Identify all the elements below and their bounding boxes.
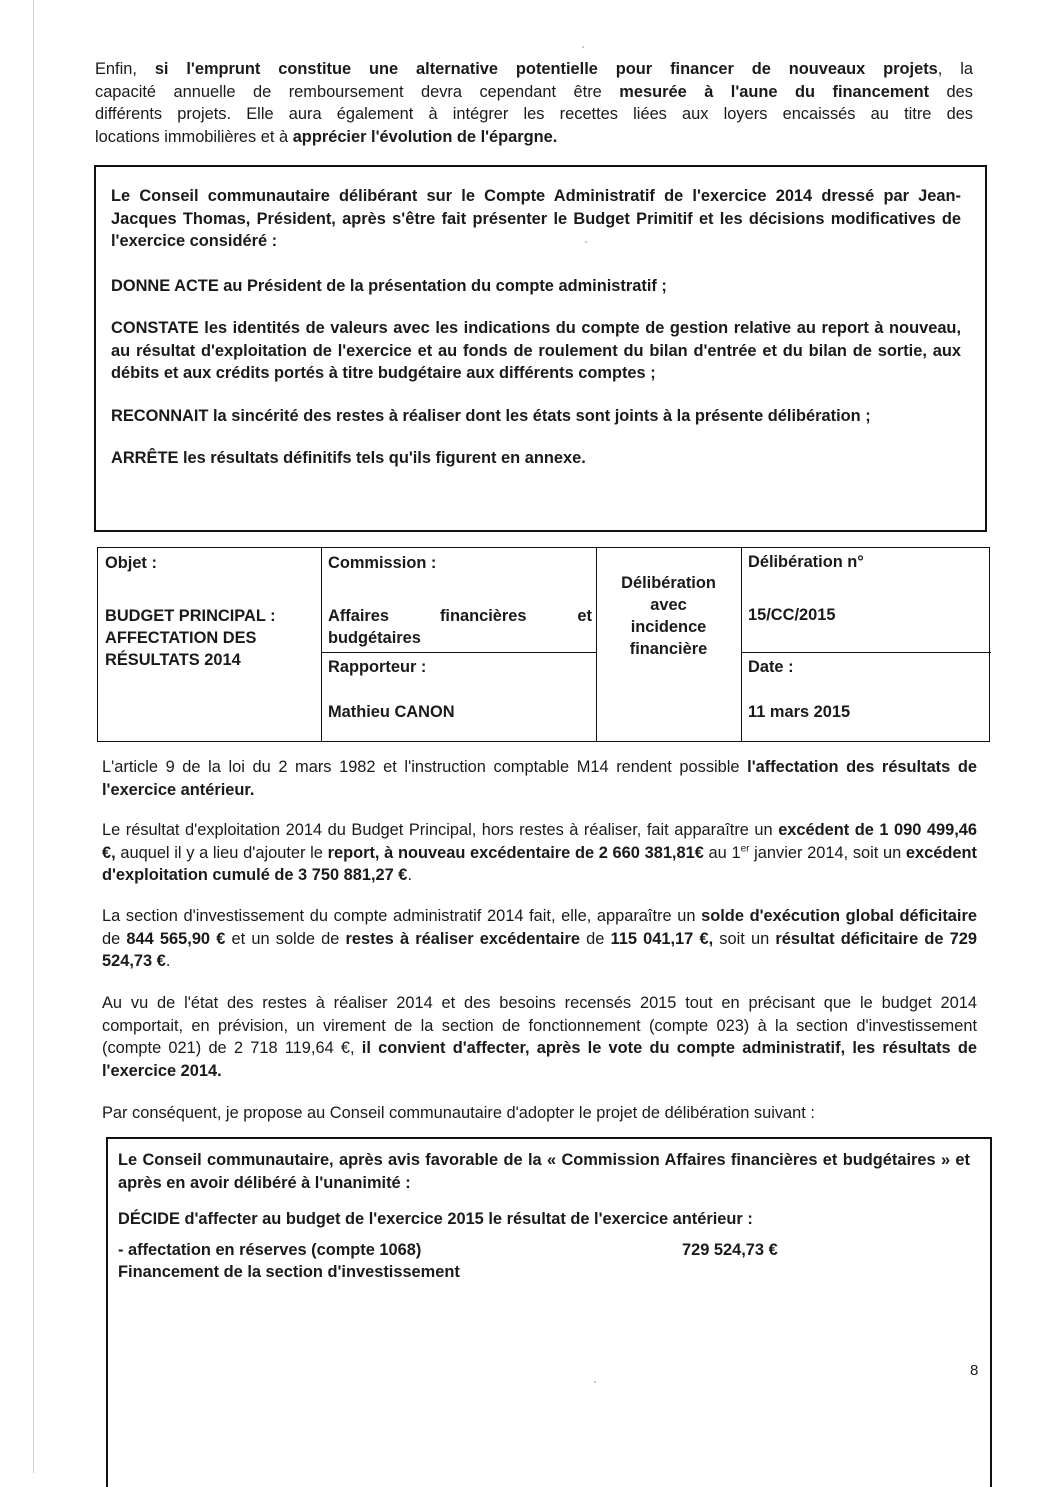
box1-keyword: CONSTATE bbox=[111, 319, 199, 337]
body-paragraph-4 bbox=[102, 992, 977, 1082]
intro-text: différents projets. Elle aura également à intégrer les recettes liées aux loyers encaissés au titre des bbox=[95, 105, 973, 123]
commission-line-1 bbox=[328, 605, 592, 627]
box1-arrete bbox=[111, 447, 961, 470]
delib-type-l3: incidence bbox=[630, 618, 707, 636]
body-emphasis: excédent d'exploitation cumulé de 3 750 881,27 € bbox=[102, 843, 977, 884]
table-divider bbox=[321, 548, 322, 741]
body-text: soit un bbox=[713, 929, 776, 948]
allocation-amount: 729 524,73 € bbox=[682, 1240, 778, 1259]
body-emphasis: excédent de 1 090 499,46 €, bbox=[102, 821, 978, 862]
body-text: . bbox=[165, 952, 171, 970]
body-text: de bbox=[579, 929, 611, 948]
intro-text: locations immobilières et à bbox=[95, 127, 293, 146]
delib-type-l4: financière bbox=[629, 640, 708, 658]
intro-text: des bbox=[929, 82, 973, 101]
rapporteur-value: Mathieu CANON bbox=[328, 703, 455, 721]
commission-label: Commission : bbox=[328, 554, 437, 572]
rapporteur-label: Rapporteur : bbox=[328, 658, 427, 676]
intro-line-3 bbox=[95, 103, 973, 126]
table-divider bbox=[741, 548, 742, 741]
intro-emphasis: mesurée à l'aune du financement bbox=[619, 82, 930, 101]
body-text: Le résultat d'exploitation 2014 du Budget Principal, hors restes à réaliser, fait apparaître un bbox=[102, 821, 779, 839]
objet-line-1: BUDGET PRINCIPAL : bbox=[105, 607, 276, 625]
box1-text: la sincérité des restes à réaliser dont les états sont joints à la présente délibération ; bbox=[208, 406, 871, 425]
body-emphasis: restes à réaliser excédentaire bbox=[345, 929, 580, 948]
body-emphasis: report, à nouveau excédentaire de 2 660 381,81€ bbox=[327, 843, 704, 862]
body-text: et un solde de bbox=[225, 929, 346, 948]
body-paragraph-1 bbox=[102, 756, 977, 801]
deliberation-info-table bbox=[97, 547, 990, 742]
date-label: Date : bbox=[748, 658, 794, 676]
intro-paragraph bbox=[95, 58, 973, 148]
page-number: 8 bbox=[970, 1362, 979, 1379]
box2-decide: DÉCIDE d'affecter au budget de l'exercice 2015 le résultat de l'exercice antérieur : bbox=[118, 1210, 753, 1228]
body-text: de bbox=[102, 929, 127, 948]
box1-keyword: ARRÊTE bbox=[111, 449, 179, 467]
box1-text: les identités de valeurs avec les indications du compte de gestion relative au report à nouveau, au résultat d'exploitation de l'exercice et au fonds de roulement du bilan d'entrée et du bilan de sortie, aux débits et aux crédits portés à titre budgétaire aux différents comptes ; bbox=[111, 319, 961, 382]
body-emphasis: il convient d'affecter, après le vote du compte administratif, les résultats de l'exercice 2014. bbox=[102, 1039, 977, 1080]
allocation-row bbox=[118, 1239, 970, 1261]
box1-reconnait bbox=[111, 405, 961, 428]
body-paragraph-3 bbox=[102, 905, 977, 973]
objet-label: Objet : bbox=[105, 554, 157, 572]
body-paragraph-5 bbox=[102, 1102, 977, 1125]
box1-constate bbox=[111, 317, 961, 385]
commission-word: et bbox=[577, 607, 592, 625]
intro-line-4 bbox=[95, 126, 973, 149]
body-superscript: er bbox=[740, 843, 750, 855]
box1-preamble: Le Conseil communautaire délibérant sur le Compte Administratif de l'exercice 2014 dressé par Jean-Jacques Thomas, Président, après s'être fait présenter le Budget Primitif et les décisions modificatives de l'exercice considéré : bbox=[111, 187, 961, 250]
intro-text: Enfin, bbox=[95, 60, 155, 78]
box1-keyword: RECONNAIT bbox=[111, 406, 209, 425]
scan-speck bbox=[582, 46, 584, 48]
deliberation-box-affectation bbox=[106, 1137, 992, 1487]
body-text: Par conséquent, je propose au Conseil communautaire d'adopter le projet de délibération suivant : bbox=[102, 1104, 815, 1122]
body-emphasis: solde d'exécution global déficitaire bbox=[701, 907, 977, 925]
delib-number-value: 15/CC/2015 bbox=[748, 606, 836, 624]
box1-donne-acte: DONNE ACTE au Président de la présentation du compte administratif ; bbox=[111, 276, 667, 295]
body-text: . bbox=[407, 866, 412, 884]
allocation-label: - affectation en réserves (compte 1068) bbox=[118, 1240, 422, 1259]
delib-type-l2: avec bbox=[650, 596, 687, 614]
deliberation-box-compte-administratif bbox=[94, 165, 987, 532]
box1-text: les résultats définitifs tels qu'ils figurent en annexe. bbox=[178, 449, 586, 467]
body-text: L'article 9 de la loi du 2 mars 1982 et l'instruction comptable M14 rendent possible bbox=[102, 758, 748, 776]
intro-text: , la bbox=[937, 60, 973, 78]
allocation-description: Financement de la section d'investissement bbox=[118, 1262, 460, 1281]
body-emphasis: 844 565,90 € bbox=[126, 929, 226, 948]
commission-word: Affaires bbox=[328, 607, 390, 625]
table-divider bbox=[321, 652, 596, 653]
body-emphasis: 115 041,17 €, bbox=[610, 929, 714, 948]
body-text: La section d'investissement du compte administratif 2014 fait, elle, apparaître un bbox=[102, 907, 702, 925]
intro-emphasis: si l'emprunt constitue une alternative potentielle pour financer de nouveaux projets bbox=[154, 60, 938, 78]
intro-line-1 bbox=[95, 58, 973, 81]
delib-number-label: Délibération n° bbox=[748, 553, 864, 571]
intro-text: capacité annuelle de remboursement devra cependant être bbox=[95, 82, 620, 101]
body-text: Au vu de l'état des restes à réaliser 2014 et des besoins recensés 2015 tout en précisant que le budget 2014 comportait, en prévision, un virement de la section de fonctionnement (compte 023) à la section d'investissement (compte 021) de 2 718 119,64 €, bbox=[102, 994, 977, 1057]
intro-line-2 bbox=[95, 81, 973, 104]
body-emphasis: résultat déficitaire de 729 524,73 € bbox=[102, 929, 977, 970]
box2-preamble: Le Conseil communautaire, après avis favorable de la « Commission Affaires financières et budgétaires » et après en avoir délibéré à l'unanimité : bbox=[118, 1151, 970, 1192]
delib-type-l1: Délibération bbox=[621, 574, 716, 592]
intro-emphasis: apprécier l'évolution de l'épargne. bbox=[292, 127, 558, 146]
commission-line-2: budgétaires bbox=[328, 629, 421, 647]
body-emphasis: l'affectation des résultats de l'exercice antérieur. bbox=[102, 758, 977, 799]
objet-line-3: RÉSULTATS 2014 bbox=[105, 651, 241, 669]
body-text: au 1 bbox=[703, 843, 741, 862]
body-text: auquel il y a lieu d'ajouter le bbox=[115, 843, 328, 862]
commission-word: financières bbox=[439, 607, 527, 625]
objet-line-2: AFFECTATION DES bbox=[105, 629, 257, 647]
scan-left-edge bbox=[33, 0, 34, 1473]
date-value: 11 mars 2015 bbox=[748, 703, 851, 721]
body-paragraph-2 bbox=[102, 819, 977, 887]
body-text: janvier 2014, soit un bbox=[749, 843, 906, 862]
table-divider bbox=[741, 652, 991, 653]
